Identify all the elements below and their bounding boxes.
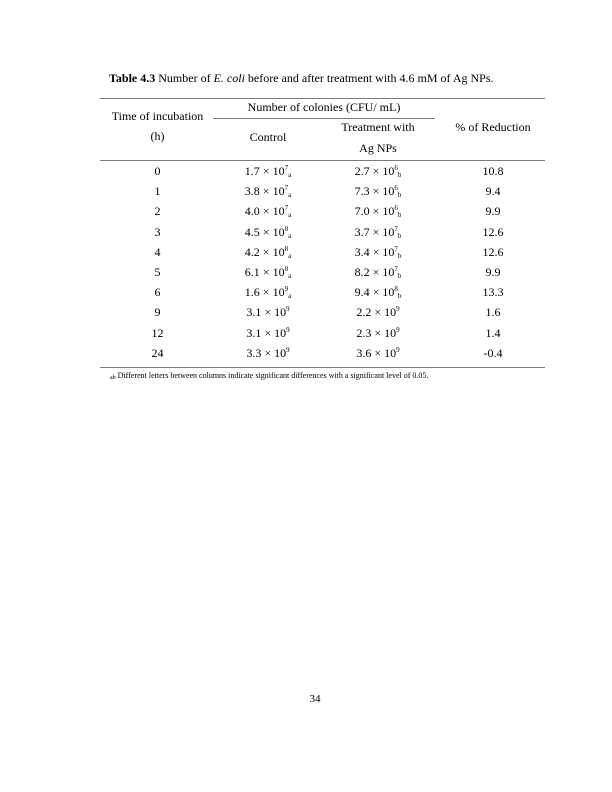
cell-control bbox=[218, 346, 318, 361]
mantissa: 2.2 × 10 bbox=[356, 305, 397, 320]
mantissa: 1.7 × 10 bbox=[244, 164, 285, 178]
significance-letter: b bbox=[397, 191, 402, 200]
mantissa: 3.1 × 10 bbox=[246, 325, 287, 340]
significance-letter: a bbox=[288, 251, 292, 260]
significance-letter: b bbox=[397, 251, 402, 260]
mantissa: 4.5 × 10 bbox=[244, 224, 285, 239]
page-number: 34 bbox=[309, 693, 321, 705]
group-header-rule bbox=[213, 118, 435, 119]
mantissa: 8.2 × 10 bbox=[354, 265, 395, 279]
header-reduction: % of Reduction bbox=[455, 120, 531, 134]
table-bottom-rule bbox=[100, 367, 545, 368]
exponent: 7 bbox=[284, 164, 289, 172]
header-bottom-rule bbox=[100, 160, 545, 161]
header-time: Time of incubation bbox=[111, 109, 204, 123]
significance-letter: a bbox=[288, 191, 292, 200]
exponent: 6 bbox=[394, 164, 398, 172]
mantissa: 3.7 × 10 bbox=[354, 224, 395, 239]
exponent: 8 bbox=[284, 265, 289, 273]
significance-letter: b bbox=[397, 272, 402, 280]
cell-control bbox=[218, 305, 318, 320]
table-row bbox=[100, 184, 545, 203]
mantissa: 2.7 × 10 bbox=[354, 164, 395, 178]
cell-time: 5 bbox=[154, 265, 161, 279]
cell-reduction: 1.6 bbox=[485, 305, 501, 320]
significance-letter: a bbox=[288, 211, 292, 220]
cell-control bbox=[218, 184, 318, 199]
table-row bbox=[100, 265, 545, 284]
cell-treatment bbox=[328, 346, 428, 361]
cell-reduction: 13.3 bbox=[482, 285, 504, 300]
cell-time: 24 bbox=[151, 345, 164, 360]
mantissa: 3.3 × 10 bbox=[246, 345, 287, 360]
cell-time: 12 bbox=[151, 325, 164, 340]
exponent: 9 bbox=[286, 325, 290, 334]
footnote-text: Different letters between columns indicate significant differences with a significant level of 0.05. bbox=[115, 371, 429, 380]
mantissa: 4.0 × 10 bbox=[244, 204, 285, 219]
exponent: 6 bbox=[394, 184, 398, 193]
exponent: 9 bbox=[284, 285, 289, 294]
cell-reduction: 1.4 bbox=[485, 325, 501, 340]
cell-reduction: 10.8 bbox=[482, 164, 504, 178]
organism-name: E. coli bbox=[213, 71, 245, 85]
cell-reduction: 12.6 bbox=[482, 224, 504, 239]
exponent: 7 bbox=[284, 204, 289, 213]
cell-reduction: 9.9 bbox=[485, 265, 501, 279]
table-row bbox=[100, 225, 545, 244]
exponent: 9 bbox=[396, 325, 400, 334]
mantissa: 6.1 × 10 bbox=[244, 265, 285, 279]
table-row bbox=[100, 164, 545, 183]
cell-treatment bbox=[328, 245, 428, 260]
significance-letter: b bbox=[397, 211, 402, 220]
cell-time: 3 bbox=[154, 224, 161, 239]
cell-treatment bbox=[328, 305, 428, 320]
mantissa: 1.6 × 10 bbox=[244, 285, 285, 300]
cell-control bbox=[218, 326, 318, 341]
cell-treatment bbox=[328, 225, 428, 240]
significance-letter: a bbox=[288, 231, 292, 240]
caption-text: Number of bbox=[155, 71, 214, 85]
exponent: 8 bbox=[284, 244, 289, 253]
mantissa: 3.4 × 10 bbox=[354, 244, 395, 259]
exponent: 7 bbox=[394, 244, 398, 253]
exponent: 9 bbox=[286, 305, 290, 314]
mantissa: 3.1 × 10 bbox=[246, 305, 287, 320]
mantissa: 9.4 × 10 bbox=[354, 285, 395, 300]
cell-reduction: 9.4 bbox=[485, 184, 501, 199]
cell-treatment bbox=[328, 285, 428, 300]
table-row bbox=[100, 305, 545, 324]
cell-time: 1 bbox=[154, 184, 161, 199]
mantissa: 7.0 × 10 bbox=[354, 204, 395, 219]
significance-letter: b bbox=[397, 171, 402, 179]
header-colonies-group: Number of colonies (CFU/ mL) bbox=[247, 100, 401, 114]
significance-letter: b bbox=[397, 231, 402, 240]
header-treatment: Treatment with bbox=[341, 120, 415, 134]
mantissa: 7.3 × 10 bbox=[354, 184, 395, 199]
table-caption bbox=[109, 71, 494, 86]
header-treatment-agnps: Ag NPs bbox=[359, 141, 397, 155]
cell-time: 4 bbox=[154, 244, 161, 259]
exponent: 7 bbox=[394, 265, 398, 273]
exponent: 7 bbox=[284, 184, 289, 193]
exponent: 7 bbox=[394, 224, 398, 233]
exponent: 9 bbox=[286, 345, 290, 354]
exponent: 9 bbox=[396, 305, 400, 314]
cell-treatment bbox=[328, 326, 428, 341]
significance-letter: a bbox=[288, 272, 292, 280]
mantissa: 3.8 × 10 bbox=[244, 184, 285, 199]
cell-control bbox=[218, 164, 318, 179]
cell-time: 6 bbox=[154, 285, 161, 300]
significance-letter: a bbox=[288, 292, 292, 301]
table-top-rule bbox=[100, 98, 545, 99]
footnote-mark: ab bbox=[110, 375, 116, 381]
cell-time: 2 bbox=[154, 204, 161, 219]
cell-treatment bbox=[328, 265, 428, 280]
cell-time: 9 bbox=[154, 305, 161, 320]
cell-time: 0 bbox=[154, 164, 161, 178]
mantissa: 3.6 × 10 bbox=[356, 345, 397, 360]
header-control: Control bbox=[249, 130, 287, 144]
table-row bbox=[100, 346, 545, 365]
table-row bbox=[100, 326, 545, 345]
cell-control bbox=[218, 204, 318, 219]
caption-text-end: before and after treatment with 4.6 mM of Ag NPs. bbox=[244, 71, 494, 85]
cell-control bbox=[218, 265, 318, 280]
cell-reduction: -0.4 bbox=[483, 345, 503, 360]
exponent: 6 bbox=[394, 204, 398, 213]
cell-control bbox=[218, 285, 318, 300]
exponent: 8 bbox=[394, 285, 398, 294]
cell-control bbox=[218, 245, 318, 260]
header-time-unit: (h) bbox=[150, 129, 165, 143]
cell-treatment bbox=[328, 164, 428, 179]
cell-treatment bbox=[328, 184, 428, 199]
mantissa: 4.2 × 10 bbox=[244, 244, 285, 259]
mantissa: 2.3 × 10 bbox=[356, 325, 397, 340]
table-row bbox=[100, 204, 545, 223]
significance-letter: a bbox=[288, 171, 292, 179]
exponent: 9 bbox=[396, 345, 400, 354]
table-footnote bbox=[110, 371, 428, 381]
significance-letter: b bbox=[397, 292, 402, 301]
exponent: 8 bbox=[284, 224, 289, 233]
table-label: Table 4.3 bbox=[109, 71, 156, 85]
cell-treatment bbox=[328, 204, 428, 219]
cell-control bbox=[218, 225, 318, 240]
cell-reduction: 12.6 bbox=[482, 244, 504, 259]
cell-reduction: 9.9 bbox=[485, 204, 501, 219]
table-row bbox=[100, 245, 545, 264]
table-row bbox=[100, 285, 545, 304]
